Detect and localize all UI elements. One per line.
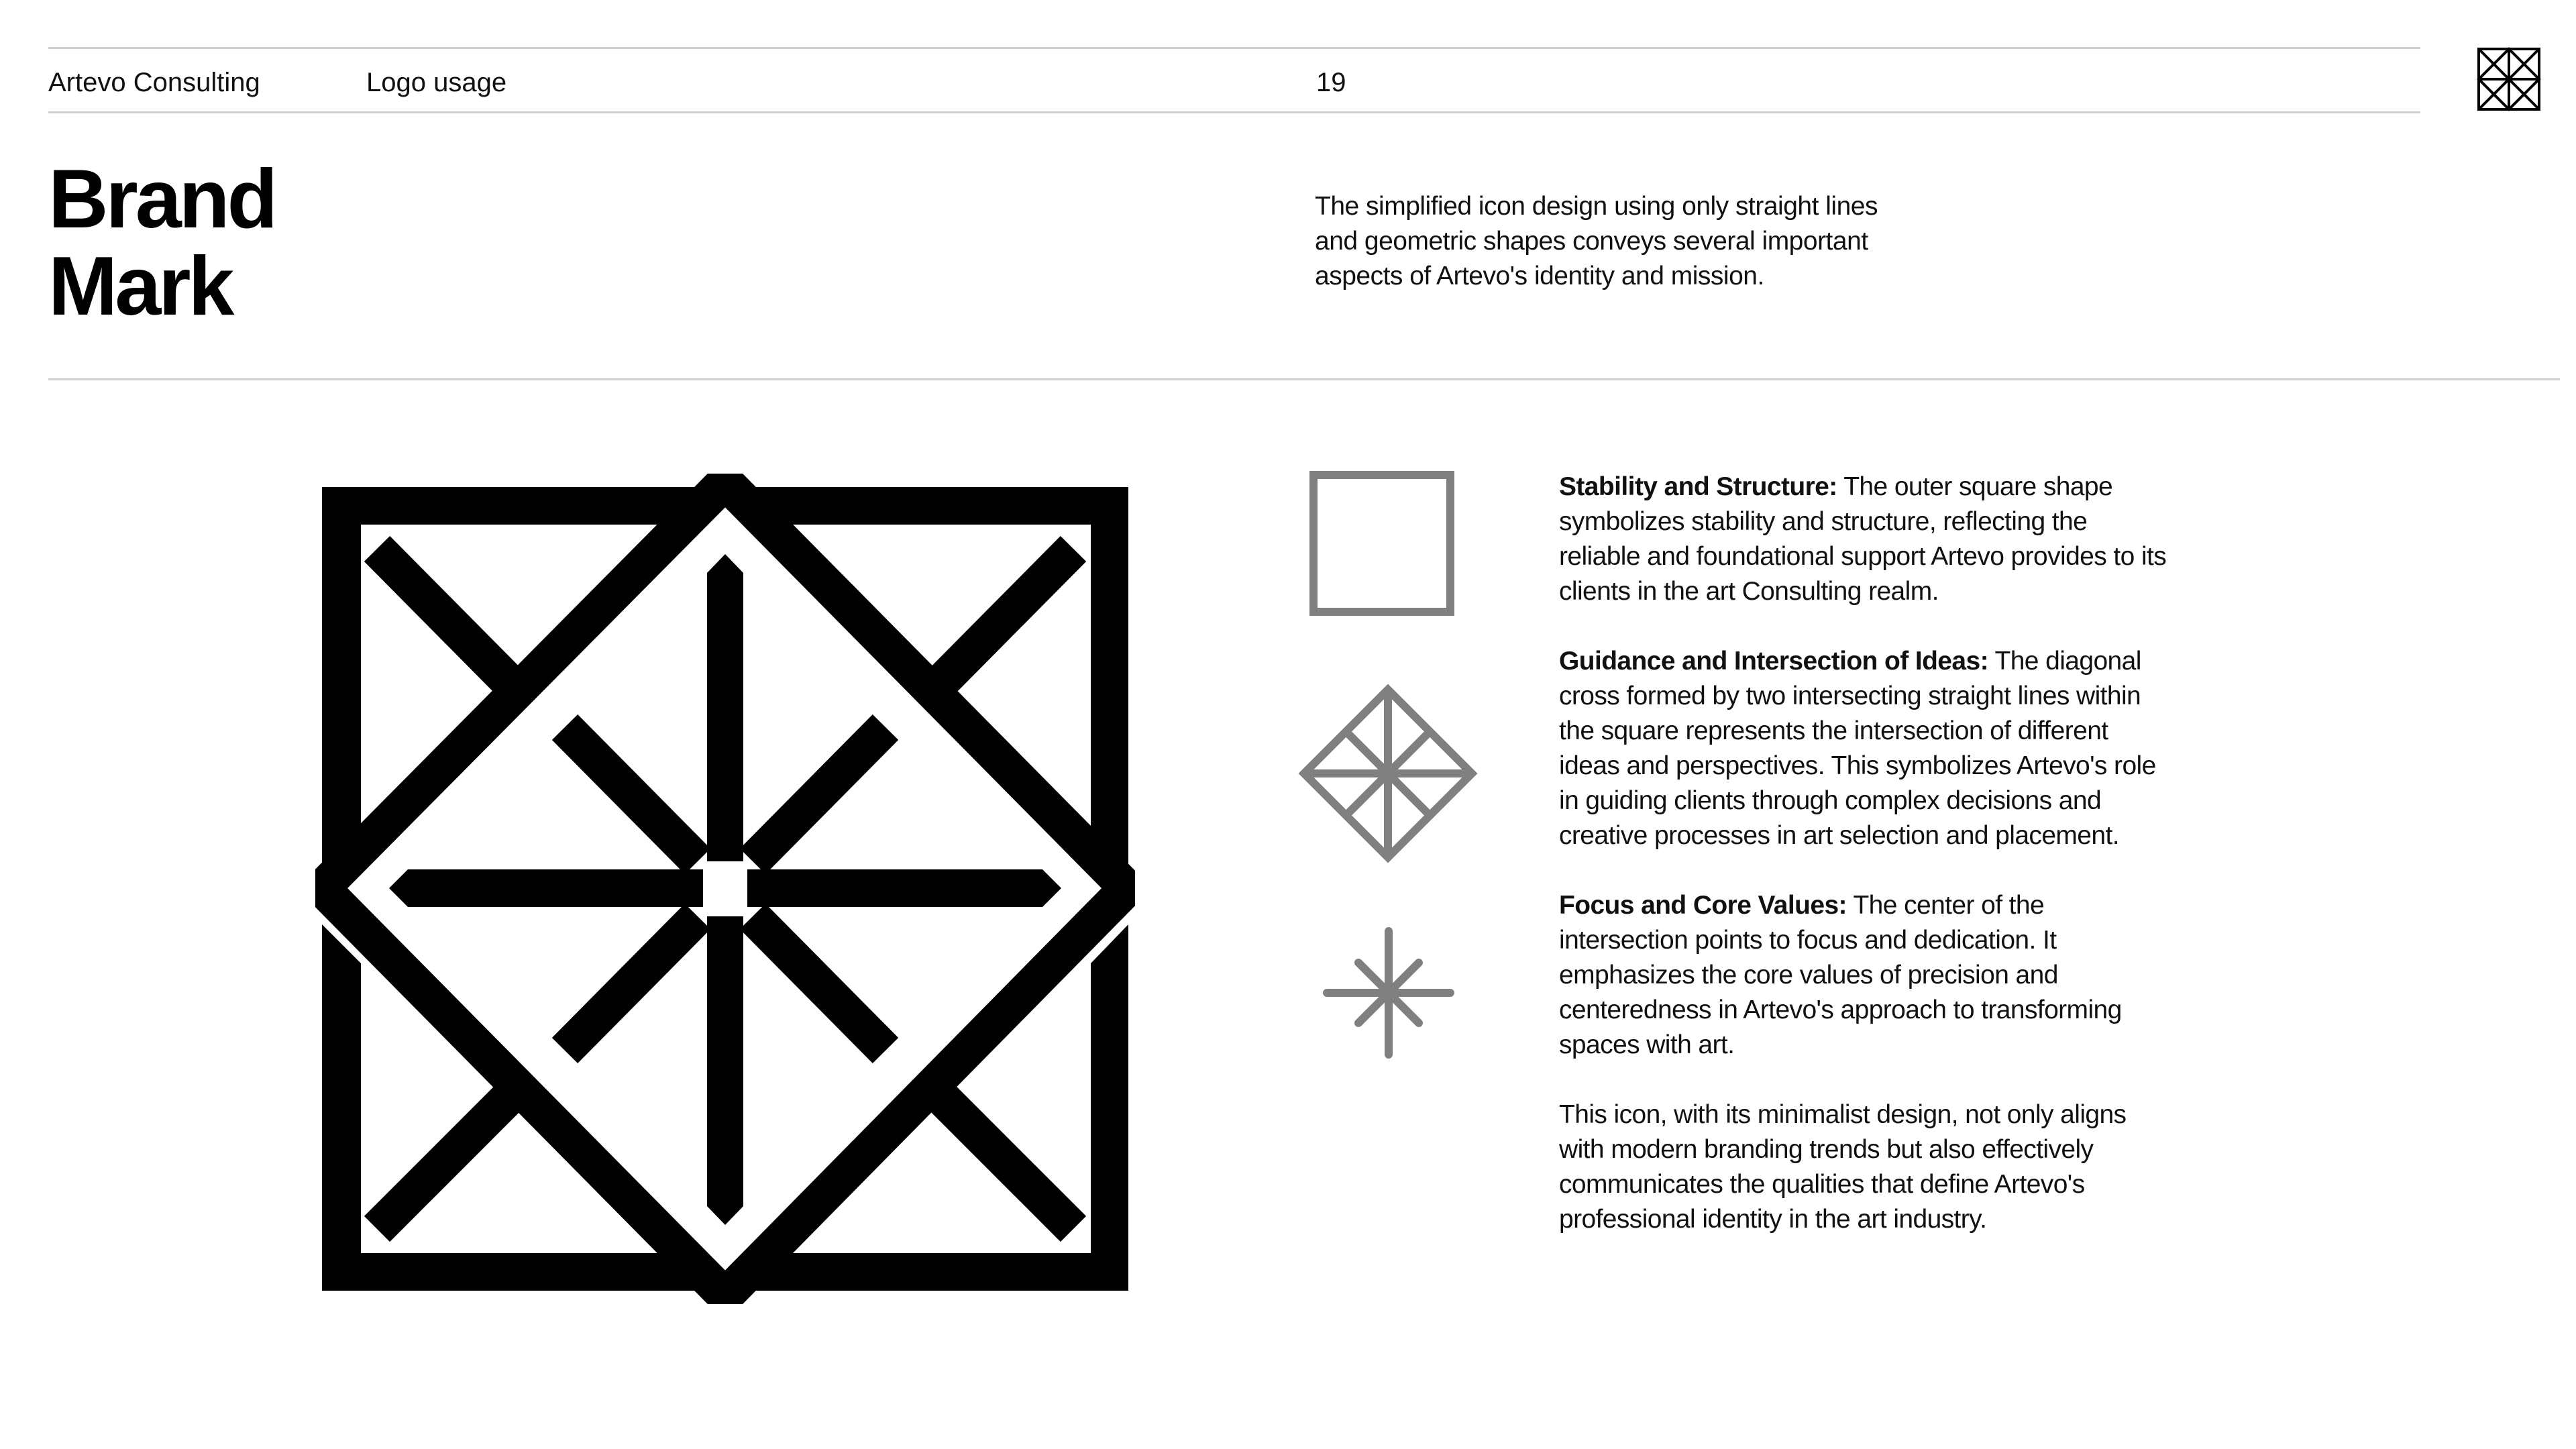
point-heading: Focus and Core Values: <box>1559 891 1847 920</box>
section-divider <box>48 378 2560 380</box>
section-name: Logo usage <box>366 68 507 97</box>
square-icon <box>1308 470 1456 617</box>
title-line-1: Brand <box>48 153 276 246</box>
intro-paragraph: The simplified icon design using only straight lines and geometric shapes conveys several important aspects of Artevo's identity and mission. <box>1315 192 1878 290</box>
page-title <box>48 153 276 333</box>
point-body: The outer square shape symbolizes stability and structure, reflecting the reliable and foundational support Artevo provides to its clients in the art Consulting realm. <box>1559 472 2167 606</box>
point-stability <box>1559 470 2169 609</box>
asterisk-star-icon <box>1322 926 1456 1060</box>
description-column <box>1559 470 2169 1272</box>
point-body: The center of the intersection points to focus and dedication. It emphasizes the core values of precision and centeredness in Artevo's approach to transforming spaces with art. <box>1559 891 2122 1059</box>
point-heading: Stability and Structure: <box>1559 472 1837 501</box>
point-focus <box>1559 888 2169 1063</box>
artevo-mark-icon <box>2477 47 2541 111</box>
diamond-cross-icon <box>1297 683 1479 864</box>
point-guidance <box>1559 644 2169 853</box>
artevo-brand-mark <box>315 474 1135 1304</box>
header-bottom-rule <box>48 111 2420 113</box>
closing-paragraph: This icon, with its minimalist design, not only aligns with modern branding trends but also effectively communicates the qualities that define Artevo's professional identity in the art industry. <box>1559 1100 2127 1234</box>
title-line-2: Mark <box>48 240 232 333</box>
page-number: 19 <box>1316 68 1346 97</box>
point-body: The diagonal cross formed by two intersecting straight lines within the square represents the intersection of different ideas and perspectives. This symbolizes Artevo's role in guiding clients through complex decisions and creative processes in art selection and placement. <box>1559 647 2156 850</box>
point-heading: Guidance and Intersection of Ideas: <box>1559 647 1988 676</box>
company-name: Artevo Consulting <box>48 68 260 97</box>
header-top-rule <box>48 47 2420 49</box>
